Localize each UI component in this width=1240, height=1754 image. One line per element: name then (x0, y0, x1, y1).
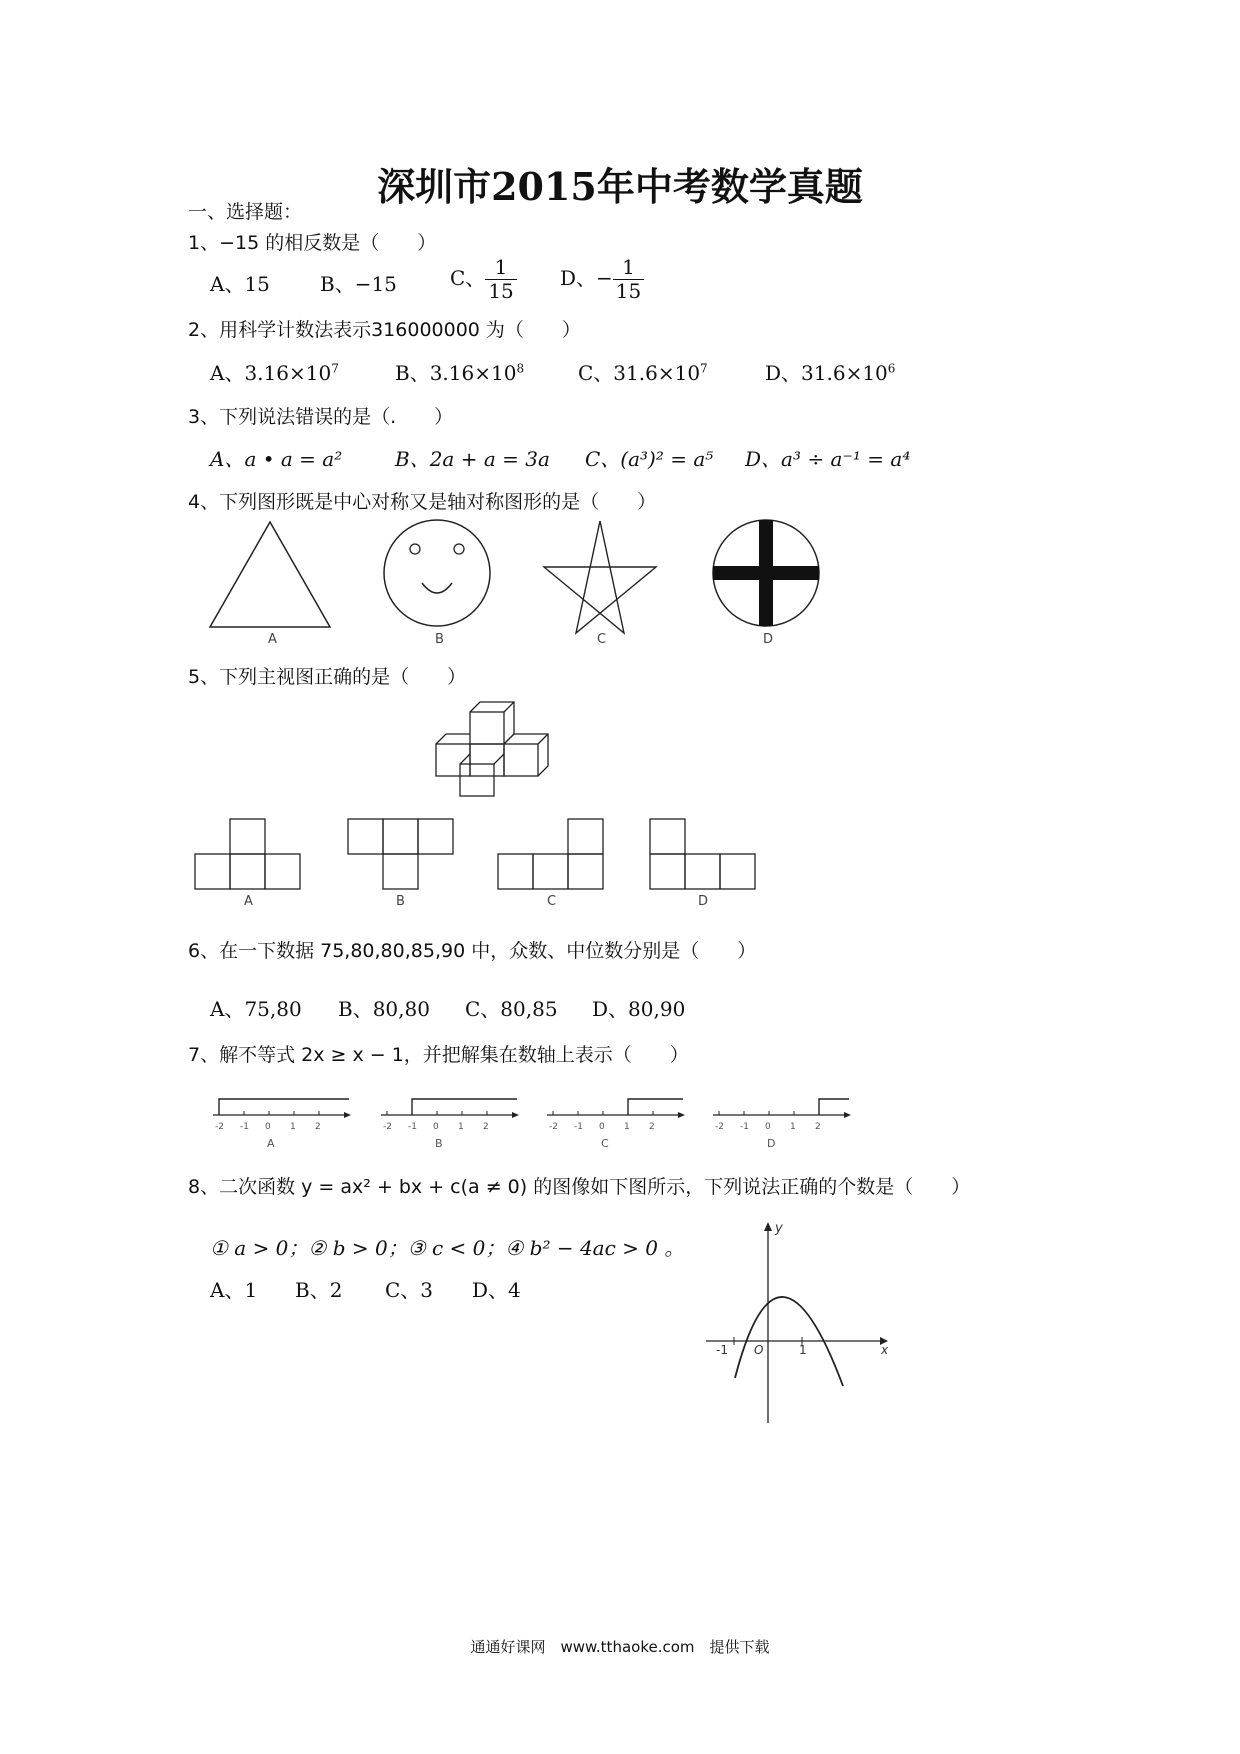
q5-cube-stack-figure (430, 700, 560, 800)
q7-tick-label: 2 (649, 1122, 655, 1132)
q2-option-d-base: D、31.6×10 (765, 361, 888, 385)
q7-tick-label: -1 (408, 1122, 417, 1132)
q1-option-c (450, 256, 517, 303)
q7-tick-label: 1 (624, 1122, 630, 1132)
q5-label-b: B (396, 894, 405, 909)
q1-option-a: A、15 (210, 272, 270, 296)
figure-triangle (210, 522, 330, 627)
q2-option-c-exp: 7 (700, 361, 708, 376)
q1-option-d-prefix: D、− (560, 266, 613, 290)
question-5-view-options (190, 815, 770, 910)
section-heading: 一、选择题： (188, 201, 303, 223)
page-title: 深圳市2015年中考数学真题 (377, 164, 863, 209)
q7-solution-region (219, 1099, 349, 1115)
q5-view-d (650, 819, 755, 889)
figure-star (544, 521, 656, 633)
q7-tick-label: -1 (574, 1122, 583, 1132)
q2-option-a (210, 357, 339, 386)
q2-option-a-base: A、3.16×10 (210, 361, 332, 385)
q5-label-a: A (244, 894, 253, 909)
q7-axis-arrow (678, 1112, 685, 1118)
q7-number-line-a (213, 1099, 351, 1150)
q3-option-c: C、(a³)² = a⁵ (585, 447, 714, 471)
q7-tick-label: 0 (765, 1122, 771, 1132)
q5-view-b (348, 819, 453, 889)
q8-option-a: A、1 (210, 1278, 258, 1302)
q3-option-d: D、a³ ÷ a⁻¹ = a⁴ (745, 447, 911, 471)
question-4-figures (200, 515, 940, 650)
q1-option-c-prefix: C、 (450, 266, 486, 290)
q7-tick-label: 1 (790, 1122, 796, 1132)
q2-option-b (395, 357, 524, 386)
question-6-options (210, 993, 730, 1021)
q7-tick-label: 2 (315, 1122, 321, 1132)
q1-c-denominator: 15 (488, 279, 514, 303)
q7-tick-label: -2 (383, 1122, 392, 1132)
q7-tick-label: 0 (433, 1122, 439, 1132)
question-2-stem: 2、用科学计数法表示316000000 为（ ） (188, 319, 581, 341)
q2-option-b-base: B、3.16×10 (395, 361, 517, 385)
q1-d-denominator: 15 (615, 279, 642, 303)
q1-option-c-fraction (485, 256, 516, 303)
q7-tick-label: -1 (240, 1122, 249, 1132)
q7-tick-label: -2 (715, 1122, 724, 1132)
question-3-stem: 3、下列说法错误的是（. ） (188, 406, 454, 428)
q1-option-d-fraction (613, 256, 644, 303)
q7-axis-arrow (344, 1112, 351, 1118)
q1-d-numerator: 1 (613, 256, 644, 280)
question-7-stem: 7、解不等式 2x ≥ x − 1，并把解集在数轴上表示（ ） (188, 1044, 689, 1066)
q4-label-a: A (268, 632, 277, 647)
question-6-stem: 6、在一下数据 75,80,80,85,90 中，众数、中位数分别是（ ） (188, 940, 757, 962)
q3-option-b: B、2a + a = 3a (395, 447, 550, 471)
q7-tick-label: 2 (815, 1122, 821, 1132)
q2-option-d-exp: 6 (887, 361, 896, 376)
q8-option-c: C、3 (385, 1278, 434, 1302)
q7-tick-label: 0 (599, 1122, 605, 1132)
q7-axis-arrow (844, 1112, 851, 1118)
q7-number-line-c (547, 1099, 685, 1150)
q8-tick-neg-label: -1 (716, 1343, 728, 1357)
q2-option-a-exp: 7 (331, 361, 339, 376)
q4-label-c: C (597, 632, 607, 647)
q7-tick-label: -2 (549, 1122, 558, 1132)
q7-tick-label: -1 (740, 1122, 749, 1132)
q7-tick-label: 1 (458, 1122, 464, 1132)
q8-y-axis-label: y (775, 1221, 783, 1236)
q7-option-label: C (601, 1137, 609, 1150)
question-1-stem: 1、−15 的相反数是（ ） (188, 232, 437, 254)
q4-label-d: D (763, 632, 774, 647)
question-8-options (210, 1274, 530, 1302)
q7-number-line-b (381, 1099, 519, 1150)
q2-option-d (765, 357, 895, 386)
q6-option-a: A、75,80 (210, 997, 302, 1021)
q7-tick-label: 1 (290, 1122, 296, 1132)
q5-label-d: D (698, 894, 709, 909)
q8-parabola-graph (700, 1218, 900, 1428)
q7-option-label: A (267, 1137, 275, 1150)
q7-solution-region (628, 1099, 683, 1115)
question-4-stem: 4、下列图形既是中心对称又是轴对称图形的是（ ） (188, 491, 657, 513)
q5-view-c (498, 819, 603, 889)
question-8-stem: 8、二次函数 y = ax² + bx + c(a ≠ 0) 的图像如下图所示，下列说法正确的个数是（ ） (188, 1176, 971, 1198)
q8-tick-pos-label: 1 (799, 1343, 807, 1357)
q2-option-b-exp: 8 (516, 361, 525, 376)
q7-option-label: B (435, 1137, 443, 1150)
q8-option-d: D、4 (472, 1278, 521, 1302)
q8-option-b: B、2 (295, 1278, 343, 1302)
q6-option-b: B、80,80 (338, 997, 430, 1021)
q7-solution-region (412, 1099, 517, 1115)
question-1-options (210, 256, 690, 312)
question-2-options (210, 357, 930, 385)
q1-option-d (560, 256, 644, 303)
q2-option-c (578, 357, 708, 386)
q6-option-d: D、80,90 (592, 997, 686, 1021)
q7-tick-label: 0 (265, 1122, 271, 1132)
q1-option-b: B、−15 (320, 272, 397, 296)
page-footer: 通通好课网 www.tthaoke.com 提供下载 (470, 1638, 770, 1656)
q4-label-b: B (435, 632, 444, 647)
figure-circle-cross (713, 520, 819, 626)
q8-x-axis-label: x (881, 1343, 889, 1357)
q5-view-a (195, 819, 300, 889)
q5-label-c: C (547, 894, 557, 909)
q8-conditions: ① a > 0；② b > 0；③ c < 0；④ b² − 4ac > 0 。 (210, 1236, 685, 1260)
question-3-options (210, 443, 970, 471)
q7-option-label: D (767, 1137, 776, 1150)
q8-origin-label: O (754, 1343, 764, 1357)
q7-axis-arrow (512, 1112, 519, 1118)
q7-tick-label: -2 (215, 1122, 224, 1132)
q7-tick-label: 2 (483, 1122, 489, 1132)
q1-c-numerator: 1 (485, 256, 516, 280)
q2-option-c-base: C、31.6×10 (578, 361, 701, 385)
figure-smiley-face (384, 520, 490, 626)
question-5-stem: 5、下列主视图正确的是（ ） (188, 666, 467, 688)
q7-number-line-d (713, 1099, 851, 1150)
q6-option-c: C、80,85 (465, 997, 558, 1021)
q3-option-a: A、a • a = a² (210, 447, 343, 471)
question-7-number-lines (205, 1085, 965, 1151)
